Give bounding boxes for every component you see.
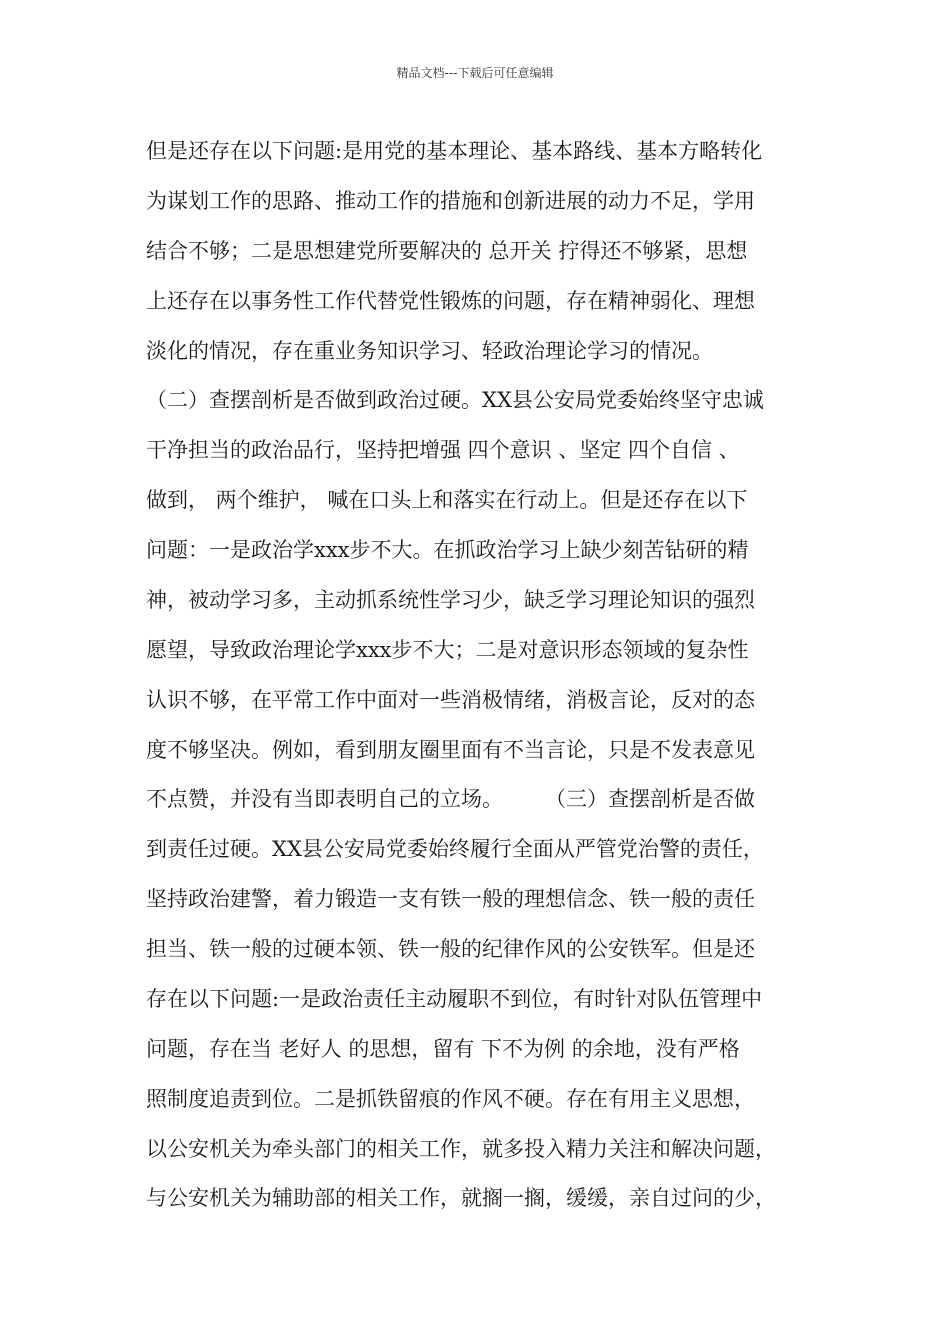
body-line: 问题，存在当 老好人 的思想，留有 下不为例 的余地，没有严格 <box>146 1037 740 1061</box>
body-line: 愿望，导致政治理论学xxx步不大；二是对意识形态领域的复杂性 <box>146 638 749 662</box>
body-line: 为谋划工作的思路、推动工作的措施和创新进展的动力不足，学用 <box>146 189 755 213</box>
body-line: 但是还存在以下问题:是用党的基本理论、基本路线、基本方略转化 <box>146 139 763 163</box>
body-line: 神，被动学习多，主动抓系统性学习少，缺乏学习理论知识的强烈 <box>146 588 755 612</box>
body-line: 坚持政治建警，着力锻造一支有铁一般的理想信念、铁一般的责任 <box>146 887 755 911</box>
body-line: 与公安机关为辅助部的相关工作，就搁一搁，缓缓，亲自过问的少， <box>146 1186 776 1210</box>
body-line: 度不够坚决。例如，看到朋友圈里面有不当言论，只是不发表意见 <box>146 738 755 762</box>
page-header: 精品文档---下载后可任意编辑 <box>396 66 554 80</box>
body-line: 淡化的情况，存在重业务知识学习、轻政治理论学习的情况。 <box>146 339 713 363</box>
body-line: 不点赞，并没有当即表明自己的立场。 （三）查摆剖析是否做 <box>146 787 755 811</box>
body-line: 问题：一是政治学xxx步不大。在抓政治学习上缺少刻苦钻研的精 <box>146 538 749 562</box>
body-line: （二）查摆剖析是否做到政治过硬。XX县公安局党委始终坚守忠诚 <box>146 388 764 412</box>
body-line: 认识不够，在平常工作中面对一些消极情绪，消极言论，反对的态 <box>146 688 755 712</box>
body-line: 结合不够；二是思想建党所要解决的 总开关 拧得还不够紧，思想 <box>146 239 748 263</box>
body-line: 以公安机关为牵头部门的相关工作，就多投入精力关注和解决问题， <box>146 1137 776 1161</box>
body-line: 到责任过硬。XX县公安局党委始终履行全面从严管党治警的责任， <box>146 837 764 861</box>
body-line: 担当、铁一般的过硬本领、铁一般的纪律作风的公安铁军。但是还 <box>146 937 755 961</box>
body-line: 做到， 两个维护， 喊在口头上和落实在行动上。但是还存在以下 <box>146 488 748 512</box>
body-line: 上还存在以事务性工作代替党性锻炼的问题，存在精神弱化、理想 <box>146 289 755 313</box>
body-line: 干净担当的政治品行，坚持把增强 四个意识 、坚定 四个自信 、 <box>146 438 740 462</box>
body-line: 存在以下问题:一是政治责任主动履职不到位，有时针对队伍管理中 <box>146 987 763 1011</box>
body-line: 照制度追责到位。二是抓铁留痕的作风不硬。存在有用主义思想， <box>146 1087 755 1111</box>
